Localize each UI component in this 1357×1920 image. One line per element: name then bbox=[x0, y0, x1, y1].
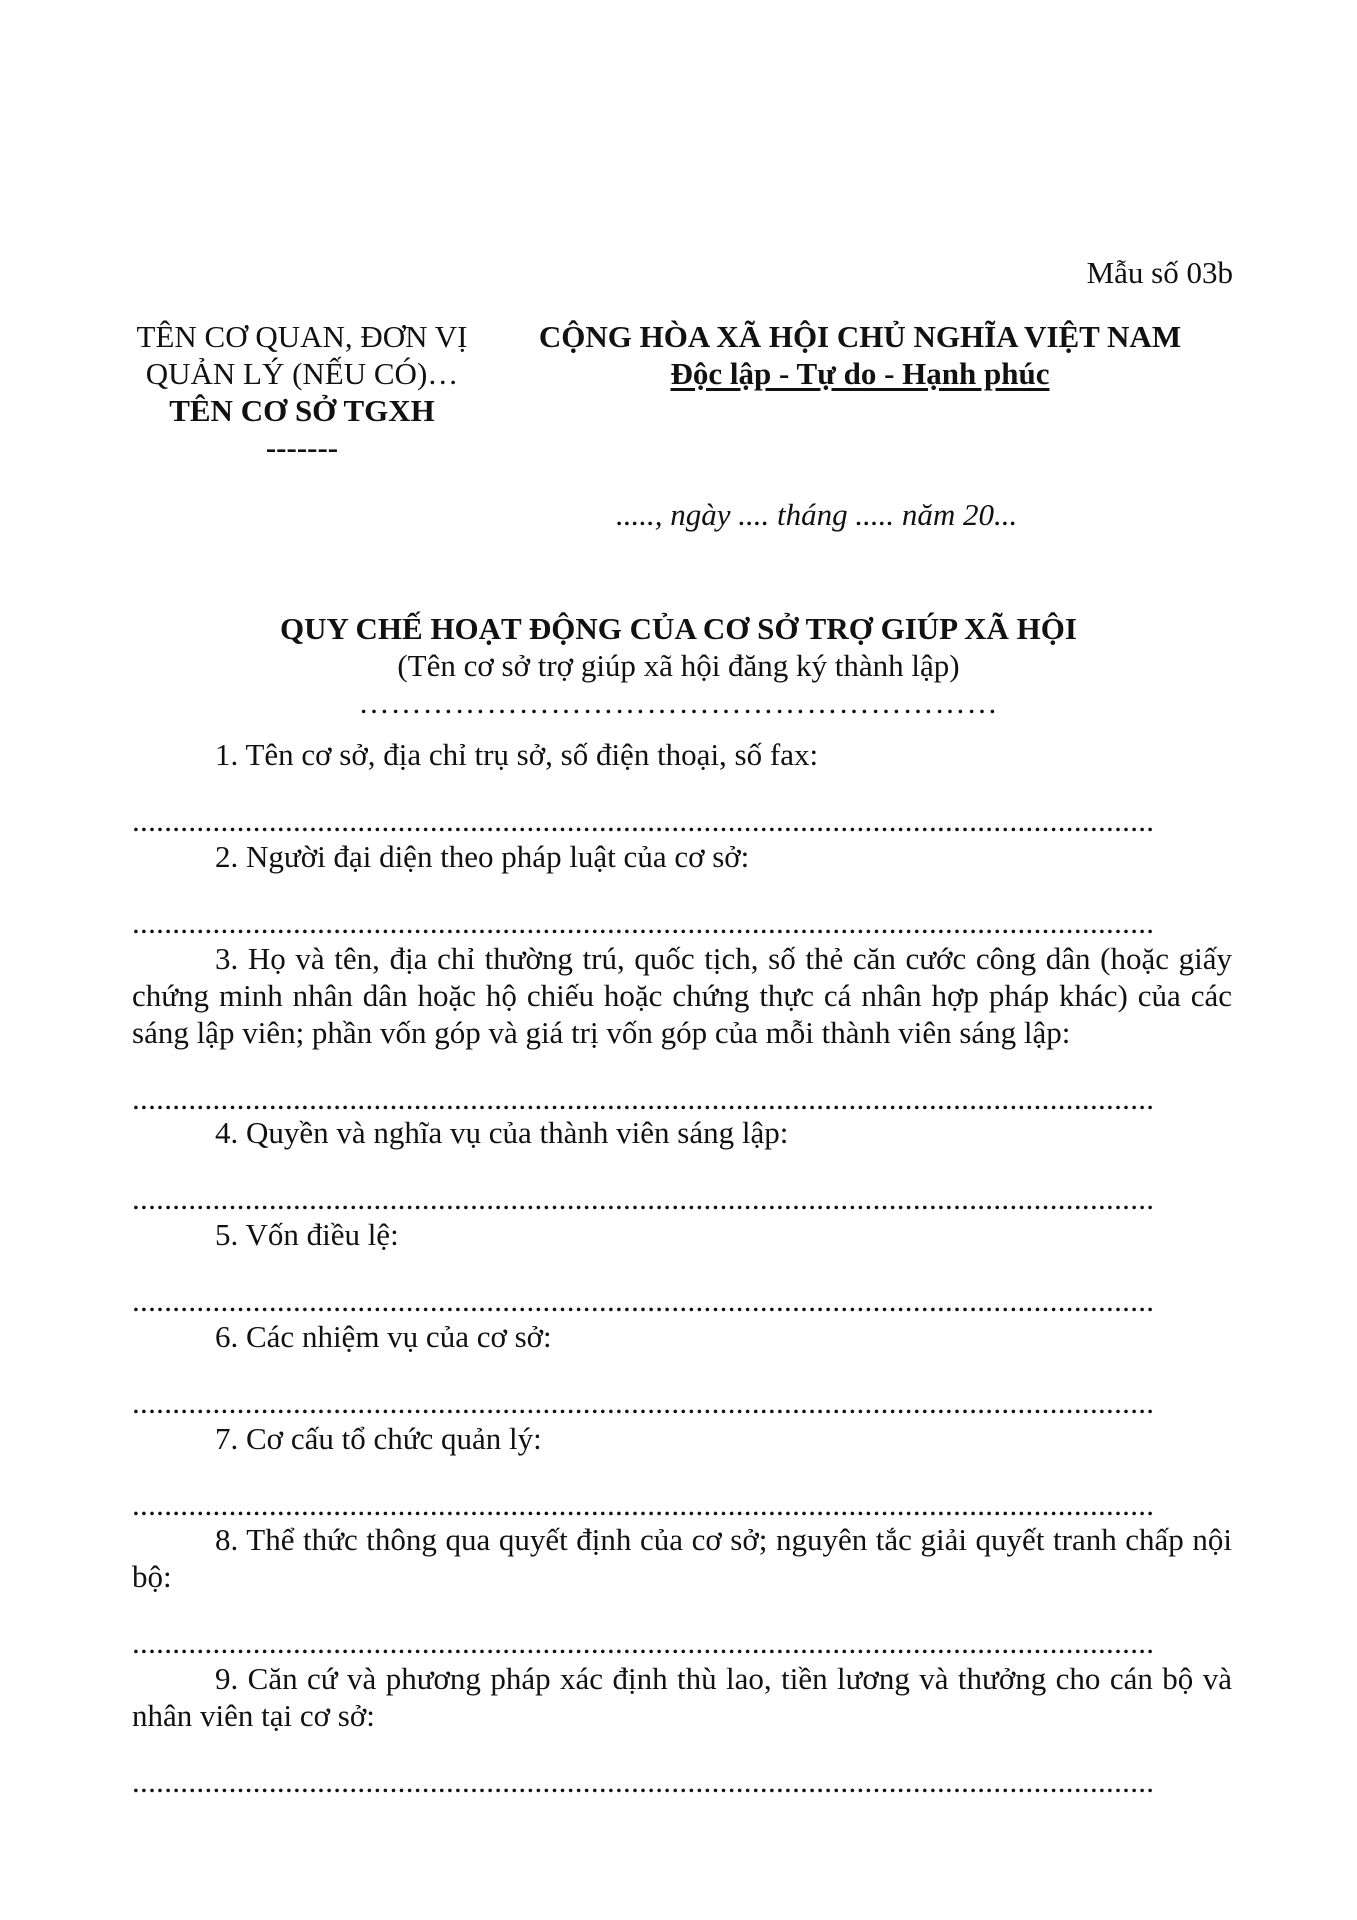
title-dots: …………………………………………………… bbox=[358, 685, 999, 720]
section-3 bbox=[132, 940, 1232, 1114]
agency-line-1: TÊN CƠ QUAN, ĐƠN VỊ bbox=[136, 319, 468, 354]
section-heading: 3. Họ và tên, địa chỉ thường trú, quốc tịch, số thẻ căn cước công dân (hoặc giấy chứng minh nhân dân hoặc hộ chiếu hoặc chứng thực cá nhân hợp pháp khác) của các sáng lập viên; phần vốn góp và giá trị vốn góp của mỗi thành viên sáng lập: bbox=[132, 941, 1232, 1050]
section-8 bbox=[132, 1521, 1232, 1658]
date-line: ....., ngày .... tháng ..... năm 20... bbox=[616, 497, 1018, 532]
section-4 bbox=[132, 1114, 1232, 1214]
section-heading: 4. Quyền và nghĩa vụ của thành viên sáng lập: bbox=[215, 1115, 789, 1150]
fill-line: ............................................................................................................................... bbox=[132, 1767, 1155, 1797]
agency-block bbox=[112, 318, 492, 466]
document-subtitle: (Tên cơ sở trợ giúp xã hội đăng ký thành lập) bbox=[397, 648, 960, 683]
section-1 bbox=[132, 736, 1232, 836]
document-title: QUY CHẾ HOẠT ĐỘNG CỦA CƠ SỞ TRỢ GIÚP XÃ HỘI bbox=[280, 611, 1077, 646]
fill-line: ............................................................................................................................... bbox=[132, 908, 1155, 938]
republic-name: CỘNG HÒA XÃ HỘI CHỦ NGHĨA VIỆT NAM bbox=[538, 319, 1182, 354]
fill-line: ............................................................................................................................... bbox=[132, 1490, 1155, 1520]
title-block bbox=[100, 610, 1257, 721]
section-5 bbox=[132, 1216, 1232, 1316]
fill-line: ............................................................................................................................... bbox=[132, 1184, 1155, 1214]
fill-line: ............................................................................................................................... bbox=[132, 1628, 1155, 1658]
section-heading: 1. Tên cơ sở, địa chỉ trụ sở, số điện thoại, số fax: bbox=[215, 737, 819, 772]
section-heading: 6. Các nhiệm vụ của cơ sở: bbox=[215, 1319, 552, 1354]
section-heading: 9. Căn cứ và phương pháp xác định thù lao, tiền lương và thưởng cho cán bộ và nhân viên tại cơ sở: bbox=[132, 1661, 1232, 1733]
section-heading: 8. Thể thức thông qua quyết định của cơ sở; nguyên tắc giải quyết tranh chấp nội bộ: bbox=[132, 1522, 1232, 1594]
section-7 bbox=[132, 1420, 1232, 1520]
agency-divider: ------- bbox=[265, 430, 339, 465]
national-motto: Độc lập - Tự do - Hạnh phúc bbox=[670, 356, 1050, 391]
republic-block bbox=[500, 318, 1220, 392]
facility-name: TÊN CƠ SỞ TGXH bbox=[169, 393, 435, 428]
fill-line: ............................................................................................................................... bbox=[132, 806, 1155, 836]
fill-line: ............................................................................................................................... bbox=[132, 1084, 1155, 1114]
section-2 bbox=[132, 838, 1232, 938]
section-9 bbox=[132, 1660, 1232, 1797]
fill-line: ............................................................................................................................... bbox=[132, 1286, 1155, 1316]
section-heading: 2. Người đại diện theo pháp luật của cơ sở: bbox=[215, 839, 750, 874]
section-heading: 7. Cơ cấu tổ chức quản lý: bbox=[215, 1421, 542, 1456]
fill-line: ............................................................................................................................... bbox=[132, 1388, 1155, 1418]
section-heading: 5. Vốn điều lệ: bbox=[215, 1217, 399, 1252]
form-number: Mẫu số 03b bbox=[1086, 255, 1233, 290]
section-6 bbox=[132, 1318, 1232, 1418]
agency-line-2: QUẢN LÝ (NẾU CÓ)… bbox=[145, 356, 459, 391]
